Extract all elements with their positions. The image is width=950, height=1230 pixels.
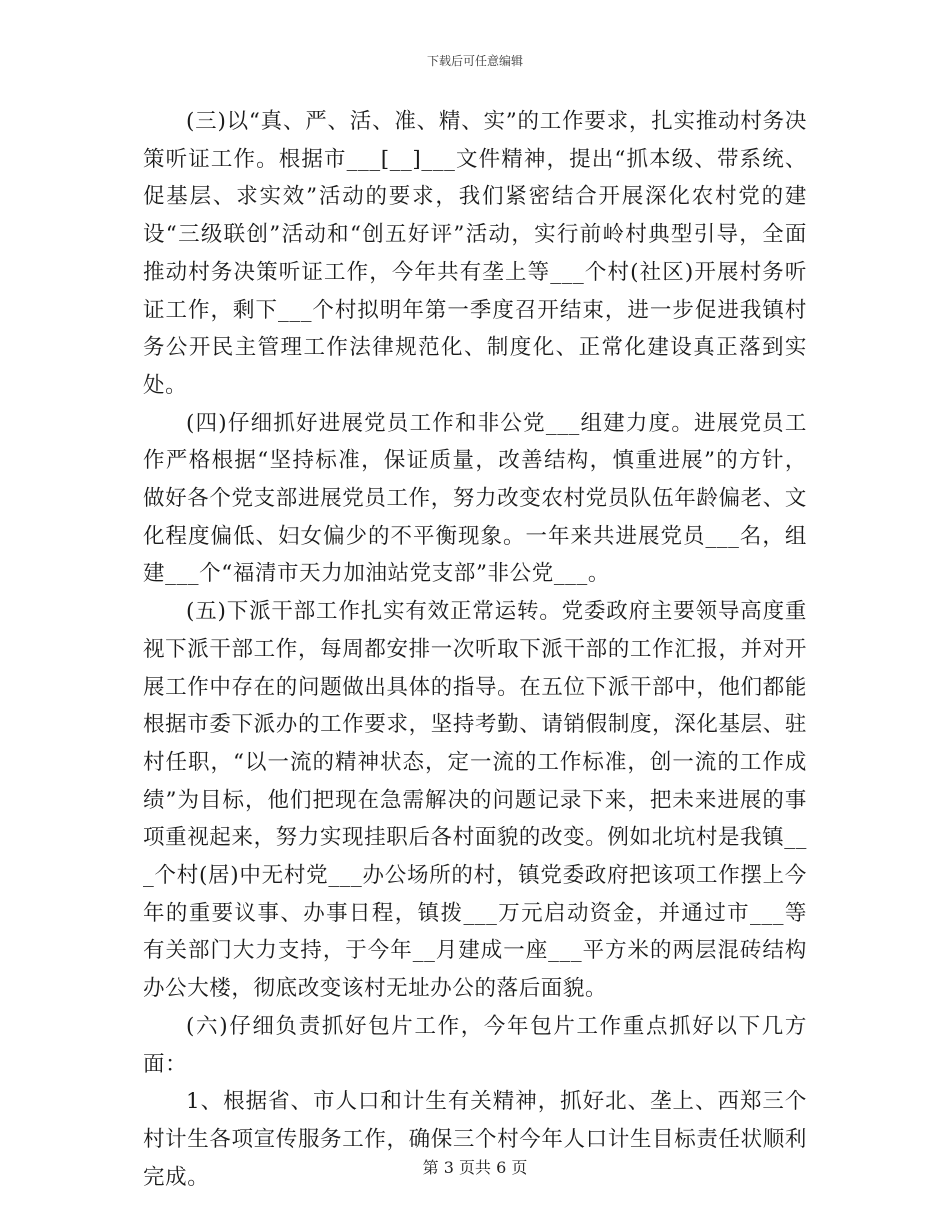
paragraph-section-3: (三)以“真、严、活、准、精、实”的工作要求，扎实推动村务决策听证工作。根据市___[__]___文件精神，提出“抓本级、带系统、促基层、求实效”活动的要求，我们紧密结合开展深化农村党的建设“三级联创”活动和“创五好评”活动，实行前岭村典型引导，全面推动村务决策听证工作，今年共有垄上等___个村(社区)开展村务听证工作，剩下___个村拟明年第一季度召开结束，进一步促进我镇村务公开民主管理工作法律规范化、制度化、正常化建设真正落到实处。: [143, 109, 807, 398]
paragraph-item-1: 1、根据省、市人口和计生有关精神，抓好北、垄上、西郑三个村计生各项宣传服务工作，确保三个村今年人口计生目标责任状顺利完成。: [143, 1089, 807, 1190]
page-header: 下载后可任意编辑: [426, 54, 523, 68]
page-number: 第 3 页共 6 页: [422, 1158, 528, 1177]
paragraph-section-5: (五)下派干部工作扎实有效正常运转。党委政府主要领导高度重视下派干部工作，每周都安排一次听取下派干部的工作汇报，并对开展工作中存在的问题做出具体的指导。在五位下派干部中，他们都能根据市委下派办的工作要求，坚持考勤、请销假制度，深化基层、驻村任职，“以一流的精神状态，定一流的工作标准，创一流的工作成绩”为目标，他们把现在急需解决的问题记录下来，把未来进展的事项重视起来，努力实现挂职后各村面貌的改变。例如北坑村是我镇___个村(居)中无村党___办公场所的村，镇党委政府把该项工作摆上今年的重要议事、办事日程，镇拨___万元启动资金，并通过市___等有关部门大力支持，于今年__月建成一座___平方米的两层混砖结构办公大楼，彻底改变该村无址办公的落后面貌。: [143, 599, 807, 1002]
document-body: [143, 103, 807, 1196]
paragraph-section-6: (六)仔细负责抓好包片工作，今年包片工作重点抓好以下几方面：: [143, 1013, 807, 1077]
paragraph-section-4: (四)仔细抓好进展党员工作和非公党___组建力度。进展党员工作严格根据“坚持标准，保证质量，改善结构，慎重进展”的方针，做好各个党支部进展党员工作，努力改变农村党员队伍年龄偏老、文化程度偏低、妇女偏少的不平衡现象。一年来共进展党员___名，组建___个“福清市天力加油站党支部”非公党___。: [143, 410, 807, 587]
